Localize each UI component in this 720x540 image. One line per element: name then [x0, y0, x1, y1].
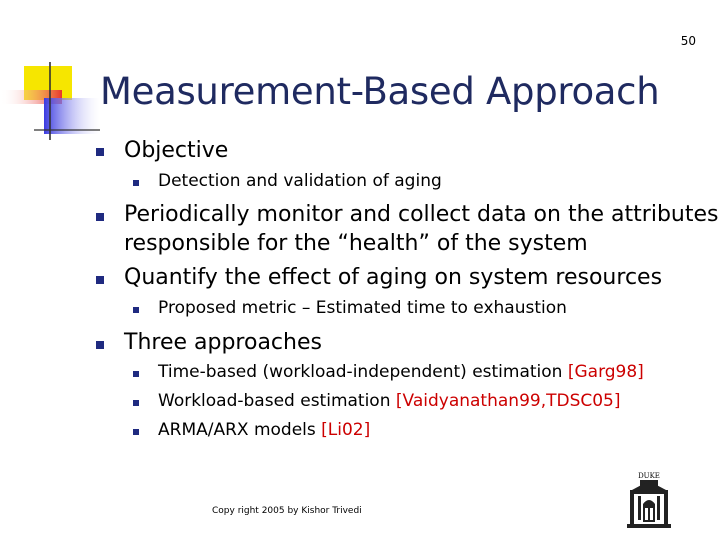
- logo-label: DUKE: [638, 472, 660, 480]
- bullet-marker: [96, 213, 104, 221]
- sub-bullet-marker: [133, 371, 139, 377]
- sub-bullet-marker: [133, 307, 139, 313]
- sub-bullet-workload-based: [158, 391, 621, 411]
- sub-bullet-detection: Detection and validation of aging: [158, 171, 442, 191]
- bullet-three-approaches: Three approaches: [124, 330, 322, 355]
- corner-decoration: [0, 0, 100, 150]
- bullet-marker: [96, 276, 104, 284]
- slide-title: Measurement-Based Approach: [100, 70, 660, 113]
- bullet-marker: [96, 341, 104, 349]
- sub-bullet-marker: [133, 429, 139, 435]
- page-number: 50: [680, 34, 696, 48]
- sub-bullet-arma: [158, 420, 370, 440]
- sub-bullet-proposed-metric: Proposed metric – Estimated time to exhaustion: [158, 298, 567, 318]
- citation: [Li02]: [321, 420, 371, 440]
- bullet-quantify: Quantify the effect of aging on system resources: [124, 265, 663, 290]
- bullet-objective: Objective: [124, 138, 229, 163]
- bullet-marker: [96, 148, 104, 156]
- approach-text: ARMA/ARX models: [158, 420, 322, 440]
- bullet-periodically-line1: Periodically monitor and collect data on the attributes: [124, 202, 719, 227]
- copyright-footer: Copy right 2005 by Kishor Trivedi: [212, 506, 362, 516]
- sub-bullet-time-based: [158, 362, 644, 382]
- bullet-periodically-line2: responsible for the “health” of the system: [124, 231, 588, 256]
- duke-chapel-logo: [624, 470, 674, 528]
- sub-bullet-marker: [133, 180, 139, 186]
- citation: [Garg98]: [567, 362, 644, 382]
- approach-text: Time-based (workload-independent) estimation: [158, 362, 568, 382]
- approach-text: Workload-based estimation: [158, 391, 396, 411]
- citation: [Vaidyanathan99,TDSC05]: [395, 391, 621, 411]
- sub-bullet-marker: [133, 400, 139, 406]
